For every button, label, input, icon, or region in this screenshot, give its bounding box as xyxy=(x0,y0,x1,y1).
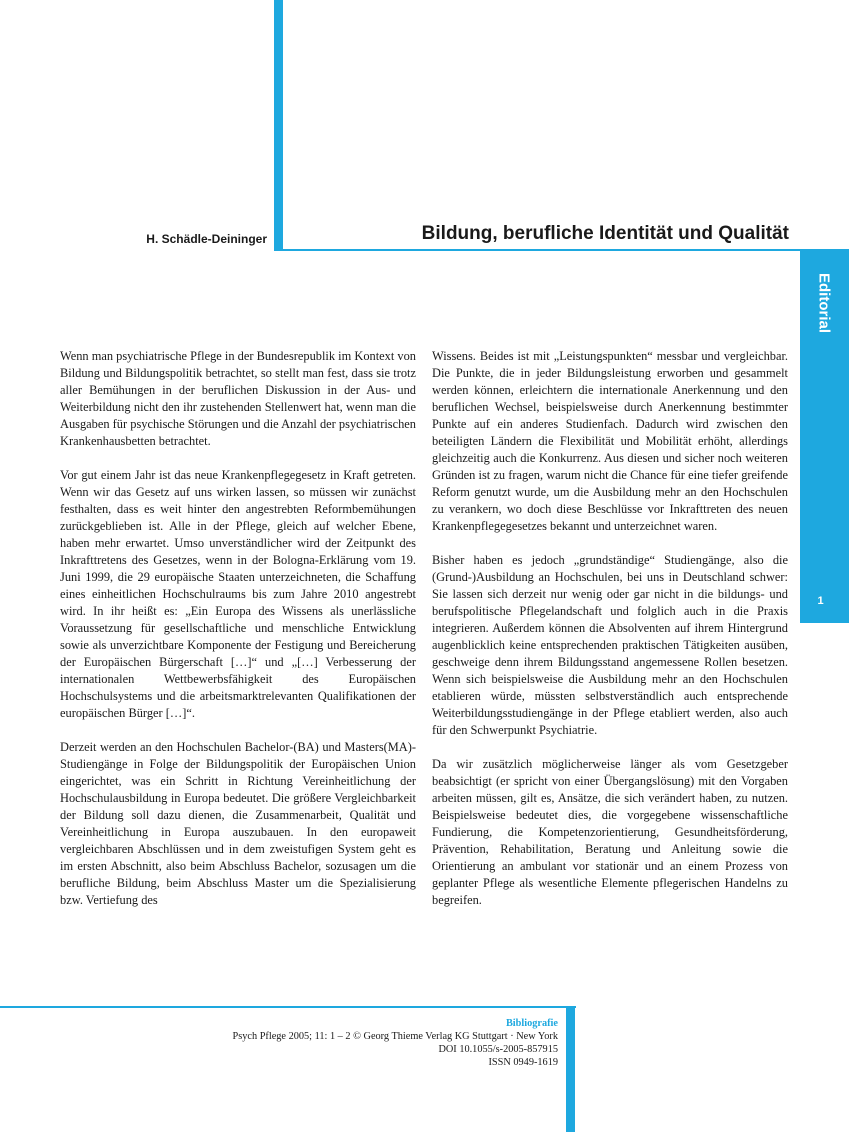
paragraph: Bisher haben es jedoch „grundständige“ Studiengänge, also die (Grund-)Ausbildung an Hochschulen, bei uns in Deutschland schwer: Sie lassen sich derzeit nur wenig oder gar nicht in die bildungs- und berufspolitische Pflegelandschaft und folglich auch in die Praxis integrieren. Außerdem können die Absolventen auf ihrem Hintergrund augenblicklich keine entsprechenden praktischen Tätigkeiten ausüben, geschweige denn ihrem Bildungsstand angemessene Rollen besetzen. Wenn sich beispielsweise die Ausbildung mehr an den Hochschulen etablieren würde, müssten selbstverständlich auch entsprechende Weiterbildungsstudiengänge in der Pflege etabliert werden, also auch für den Schwerpunkt Psychiatrie. xyxy=(432,553,788,737)
paragraph: Da wir zusätzlich möglicherweise länger als vom Gesetzgeber beabsichtigt (er spricht von einer Übergangslösung) mit den Vorgaben arbeiten müssen, gilt es, Ansätze, die sich verändert haben, zu nutzen. Beispielsweise bedeutet dies, die vorgegebene wissenschaftliche Fundierung, die Kompetenzorientierung, Gesundheitsförderung, Prävention, Rehabilitation, Beratung und Anleitung sowie die Orientierung an ambulant vor stationär und an einem Prozess von geplanter Pflege als wesentliche Elemente pflegerischen Handelns zu begreifen. xyxy=(432,757,788,907)
author-name: H. Schädle-Deininger xyxy=(146,232,267,246)
bibliography-citation: Psych Pflege 2005; 11: 1 – 2 © Georg Thieme Verlag KG Stuttgart · New York xyxy=(232,1031,558,1042)
page-number: 1 xyxy=(817,595,824,607)
paragraph: Vor gut einem Jahr ist das neue Krankenpflegegesetz in Kraft getreten. Wenn wir das Gesetz auf uns wirken lassen, so müssen wir zunächst festhalten, dass es weit hinter den angestrebten Reformbemühungen zurückgeblieben ist. Alle in der Pflege, gleich auf welcher Ebene, haben mehr erwartet. Umso unverständlicher wird der Zeitpunkt des Inkrafttretens des Gesetzes, wenn in der Bologna-Erklärung vom 19. Juni 1999, die 29 europäische Staaten unterzeichneten, die Schaffung eines einheitlichen Hochschulraums bis zum Jahre 2010 angestrebt wird. In ihr heißt es: „Ein Europa des Wissens als unerlässliche Voraussetzung für gesellschaftliche und menschliche Entwicklung sowie als unverzichtbare Komponente der Festigung und Bereicherung der Europäischen Bürgerschaft […]“ und „[…] Verbesserung der internationalen Wettbewerbsfähigkeit des Europäischen Hochschulsystems und die arbeitsmarktrelevanten Qualifikationen der europäischen Bürger […]“. xyxy=(60,468,416,720)
section-tab xyxy=(800,251,849,623)
bibliography-issn: ISSN 0949-1619 xyxy=(488,1057,558,1068)
article-title: Bildung, berufliche Identität und Qualität xyxy=(421,223,789,244)
bibliography-doi: DOI 10.1055/s-2005-857915 xyxy=(438,1044,558,1055)
bibliography-heading: Bibliografie xyxy=(505,1018,558,1029)
body-column-right xyxy=(432,348,788,926)
header-rule xyxy=(274,249,849,251)
footer-rule xyxy=(0,1006,576,1008)
section-label: Editorial xyxy=(815,273,833,334)
bottom-accent-bar xyxy=(566,1006,575,1132)
paragraph: Derzeit werden an den Hochschulen Bachelor-(BA) und Masters(MA)-Studiengänge in Folge der Bildungspolitik der Europäischen Union eingerichtet, was ein Schritt in Richtung Vereinheitlichung der Hochschulausbildung in Europa bedeutet. Die größere Vergleichbarkeit der Bildung soll dazu dienen, die Zusammenarbeit, Qualität und Vereinheitlichung in Europa auszubauen. In den europaweit vergleichbaren Abschlüssen und in dem zweistufigen System geht es im ersten Abschnitt, also beim Abschluss Bachelor, sozusagen um die berufliche Bildung, beim Abschluss Master um die Spezialisierung bzw. Vertiefung des xyxy=(60,740,416,907)
paragraph: Wissens. Beides ist mit „Leistungspunkten“ messbar und vergleichbar. Die Punkte, die in jeder Bildungsleistung erworben und gesammelt werden können, erleichtern die internationale Anerkennung und den beruflichen Wechsel, beispielsweise durch Anerkennung bestimmter Punkte auf ein anderes Studienfach. Dadurch wird zwischen den beteiligten Ländern die Flexibilität und Mobilität erhöht, allerdings gleichzeitig auch die Konkurrenz. Aus diesen und sicher noch weiteren Gründen ist zu fragen, warum nicht die Chance für eine tiefer greifende Reform genutzt wurde, um die Ausbildung mehr an den Hochschulen zu verankern, wo doch diese Beschlüsse vor Inkrafttreten des neuen Krankenpflegegesetzes bekannt und unterzeichnet waren. xyxy=(432,349,788,533)
paragraph: Wenn man psychiatrische Pflege in der Bundesrepublik im Kontext von Bildung und Bildungspolitik betrachtet, so stellt man fest, dass sie trotz aller Bemühungen in der beruflichen Diskussion in der Aus- und Weiterbildung nicht den ihr zustehenden Stellenwert hat, wenn man die Ausgaben für psychische Störungen und die Anzahl der psychiatrischen Krankenhausbetten betrachtet. xyxy=(60,349,416,448)
bibliography-block xyxy=(233,1017,558,1069)
body-column-left xyxy=(60,348,416,926)
top-accent-bar xyxy=(274,0,283,251)
